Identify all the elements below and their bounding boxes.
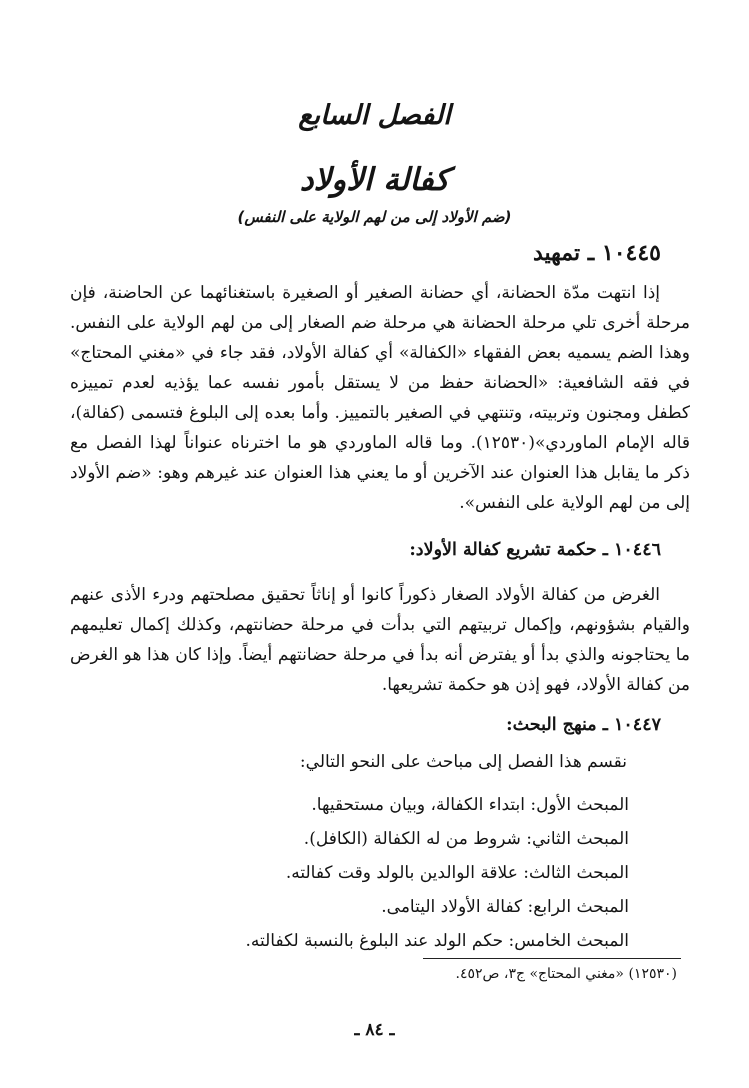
section-heading-wisdom: ١٠٤٤٦ ـ حكمة تشريع كفالة الأولاد: — [409, 540, 661, 560]
paragraph-text: إذا انتهت مدّة الحضانة، أي حضانة الصغير أو الصغيرة باستغنائهما عن الحاضنة، فإن مرحلة أخرى تلي مرحلة الحضانة هي مرحلة ضم الصغار إلى من لهم الولاية على النفس. وهذا الضم يسميه بعض الفقهاء «الكفالة» أي كفالة الأولاد، فقد جاء في «مغني المحتاج» في فقه الشافعية: «الحضانة حفظ من لا يستقل بأمور نفسه عما يؤذيه لعدم تمييزه كطفل ومجنون وتربيته، وتنتهي في الصغير بالتمييز. وأما بعده إلى البلوغ فتسمى (كفالة)، قاله الإمام الماوردي»(١٢٥٣٠). وما قاله الماوردي هو ما اخترناه عنواناً لهذا الفصل مع ذكر ما يقابل هذا العنوان عند الآخرين أو ما يعني هذا العنوان عند غيرهم وهو: «ضم الأولاد إلى من لهم الولاية على النفس». — [70, 283, 690, 513]
list-item: المبحث الرابع: كفالة الأولاد اليتامى. — [381, 897, 629, 917]
chapter-title: كفالة الأولاد — [299, 162, 450, 198]
chapter-subtitle: (ضم الأولاد إلى من لهم الولاية على النفس) — [237, 208, 512, 226]
list-item: المبحث الخامس: حكم الولد عند البلوغ بالنسبة لكفالته. — [245, 931, 629, 951]
paragraph-text: الغرض من كفالة الأولاد الصغار ذكوراً كانوا أو إناثاً تحقيق مصلحتهم ودرء الأذى عنهم والقيام بشؤونهم، وإكمال تربيتهم التي بدأت في مرحلة حضانتهم، وكذلك إكمال تعليمهم ما يحتاجونه والذي بدأ أو يفترض أنه بدأ في مرحلة حضانتهم أيضاً. وإذا كان هذا هو الغرض من كفالة الأولاد، فهو إذن هو حكمة تشريعها. — [70, 585, 690, 695]
footnote-divider — [423, 958, 681, 959]
list-item: المبحث الثاني: شروط من له الكفالة (الكافل). — [303, 829, 629, 849]
introduction-paragraph — [70, 278, 690, 518]
list-item: المبحث الأول: ابتداء الكفالة، وبيان مستحقيها. — [311, 795, 629, 815]
section-heading-method: ١٠٤٤٧ ـ منهج البحث: — [506, 715, 661, 735]
page-number: ـ ٨٤ ـ — [354, 1020, 395, 1040]
section-heading-introduction: ١٠٤٤٥ ـ تمهيد — [532, 240, 661, 266]
list-item: المبحث الثالث: علاقة الوالدين بالولد وقت كفالته. — [285, 863, 629, 883]
wisdom-paragraph — [70, 580, 690, 700]
chapter-label: الفصل السابع — [298, 100, 451, 131]
topics-list — [245, 788, 629, 958]
method-intro: نقسم هذا الفصل إلى مباحث على النحو التالي: — [299, 752, 627, 772]
footnote: (١٢٥٣٠) «مغني المحتاج» ج٣، ص٤٥٢. — [455, 966, 677, 982]
